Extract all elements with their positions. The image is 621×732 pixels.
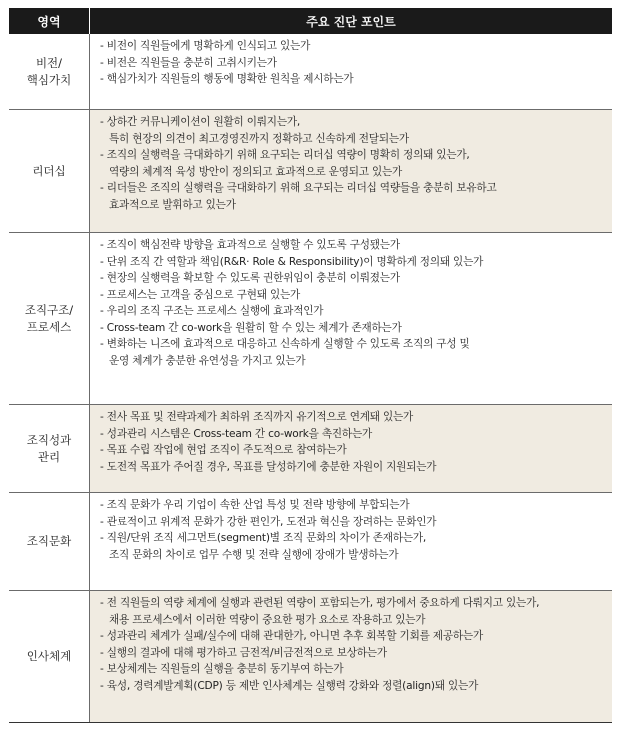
diagnosis-point: - 조직이 핵심전략 방향을 효과적으로 실행할 수 있도록 구성됐는가 — [100, 239, 400, 251]
points-cell — [90, 493, 612, 590]
area-cell — [9, 233, 90, 404]
diagnosis-point: - 핵심가치가 직원들의 행동에 명확한 원칙을 제시하는가 — [100, 73, 354, 85]
table-row — [9, 233, 612, 405]
diagnosis-point: - 성과관리 체계가 실패/실수에 대해 관대한가, 아니면 추후 회복할 기회를 제공하는가 — [100, 630, 483, 642]
diagnosis-point: - 비전이 직원들에게 명확하게 인식되고 있는가 — [100, 40, 311, 52]
area-cell — [9, 493, 90, 590]
diagnosis-point: - 리더들은 조직의 실행력을 극대화하기 위해 요구되는 리더십 역량들을 충분히 보유하고 — [100, 182, 497, 194]
area-label: 조직성과 관리 — [26, 432, 72, 464]
table-row — [9, 591, 612, 723]
diagnosis-point: - 육성, 경력계발계획(CDP) 등 제반 인사체계는 실행력 강화와 정렬(align)돼 있는가 — [100, 679, 479, 692]
points-cell — [90, 405, 612, 492]
diagnosis-point: - 전사 목표 및 전략과제가 최하위 조직까지 유기적으로 연계돼 있는가 — [100, 411, 414, 423]
area-label: 비전/ 핵심가치 — [26, 55, 72, 87]
diagnosis-point: - 목표 수립 작업에 현업 조직이 주도적으로 참여하는가 — [100, 444, 347, 456]
diagnosis-point: - 성과관리 시스템은 Cross-team 간 co-work을 촉진하는가 — [100, 427, 373, 440]
diagnosis-point: - 상하간 커뮤니케이션이 원활히 이뤄지는가, — [100, 116, 301, 128]
diagnosis-point: - 보상체계는 직원들의 실행을 충분히 동기부여 하는가 — [100, 663, 344, 675]
diagnosis-point: - 변화하는 니즈에 효과적으로 대응하고 신속하게 실행할 수 있도록 조직의 구성 및 — [100, 338, 470, 350]
diagnosis-point: - 현장의 실행력을 확보할 수 있도록 권한위임이 충분히 이뤄졌는가 — [100, 272, 400, 284]
diagnosis-point-continued: 특히 현장의 의견이 최고경영진까지 정확하고 신속하게 전달되는가 — [109, 132, 409, 145]
diagnosis-point: - 조직 문화가 우리 기업이 속한 산업 특성 및 전략 방향에 부합되는가 — [100, 499, 410, 511]
diagnosis-point: - Cross-team 간 co-work을 원활히 할 수 있는 체계가 존재하는가 — [100, 321, 402, 334]
diagnosis-point: - 단위 조직 간 역할과 책임(R&R· Role & Responsibility)이 명확하게 정의돼 있는가 — [100, 255, 484, 268]
diagnosis-point: - 도전적 목표가 주어질 경우, 목표를 달성하기에 충분한 자원이 지원되는가 — [100, 460, 437, 473]
diagnosis-point: - 실행의 결과에 대해 평가하고 금전적/비금전적으로 보상하는가 — [100, 646, 387, 659]
diagnosis-point-continued: 조직 문화의 차이로 업무 수행 및 전략 실행에 장애가 발생하는가 — [109, 548, 399, 561]
diagnosis-point: - 프로세스는 고객을 중심으로 구현돼 있는가 — [100, 288, 301, 301]
table-row — [9, 493, 612, 591]
header-points: 주요 진단 포인트 — [306, 14, 396, 29]
table-row — [9, 110, 612, 233]
points-cell — [90, 233, 612, 404]
points-cell — [90, 34, 612, 109]
diagnosis-point: - 전 직원들의 역량 체계에 실행과 관련된 역량이 포함되는가, 평가에서 중요하게 다뤄지고 있는가, — [100, 597, 540, 609]
diagnosis-point: - 관료적이고 위계적 문화가 강한 편인가, 도전과 혁신을 장려하는 문화인가 — [100, 515, 437, 528]
area-label: 리더십 — [32, 163, 66, 178]
area-cell — [9, 34, 90, 109]
area-cell — [9, 110, 90, 232]
diagnosis-point: - 우리의 조직 구조는 프로세스 실행에 효과적인가 — [100, 305, 324, 317]
diagnosis-table — [9, 8, 612, 723]
diagnosis-point-continued: 역량의 체계적 육성 방안이 정의되고 효과적으로 운영되고 있는가 — [109, 165, 403, 178]
area-label: 인사체계 — [26, 649, 72, 663]
diagnosis-point-continued: 운영 체계가 충분한 유연성을 가지고 있는가 — [109, 354, 306, 367]
points-cell — [90, 110, 612, 232]
diagnosis-point-continued: 효과적으로 발휘하고 있는가 — [109, 198, 236, 211]
header-area: 영역 — [9, 8, 90, 34]
area-label: 조직구조/ 프로세스 — [24, 302, 74, 334]
diagnosis-point: - 조직의 실행력을 극대화하기 위해 요구되는 리더십 역량이 명확히 정의돼 있는가, — [100, 149, 470, 161]
diagnosis-point-continued: 채용 프로세스에서 이러한 역량이 중요한 평가 요소로 작용하고 있는가 — [109, 613, 426, 626]
area-cell — [9, 591, 90, 722]
table-header — [9, 8, 612, 34]
diagnosis-point: - 직원/단위 조직 세그먼트(segment)별 조직 문화의 차이가 존재하는가, — [100, 532, 427, 544]
diagnosis-point: - 비전은 직원들을 충분히 고취시키는가 — [100, 56, 277, 69]
table-row — [9, 405, 612, 493]
table-row — [9, 34, 612, 110]
area-cell — [9, 405, 90, 492]
area-label: 조직문화 — [26, 534, 72, 548]
points-cell — [90, 591, 612, 722]
